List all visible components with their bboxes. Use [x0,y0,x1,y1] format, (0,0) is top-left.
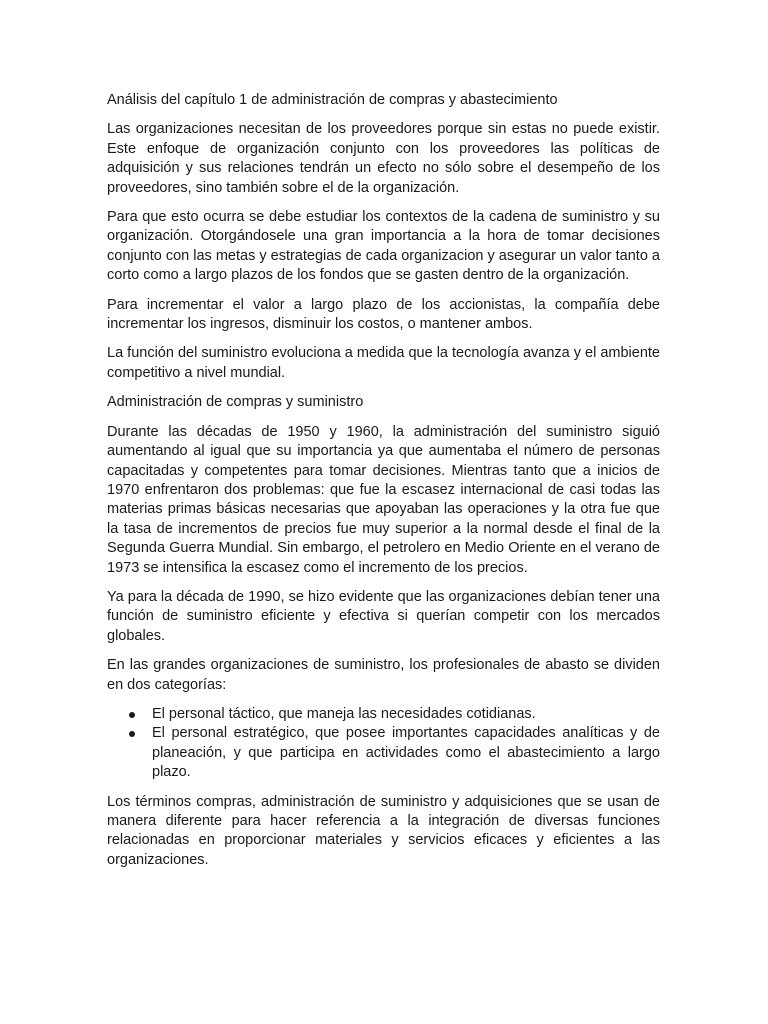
list-item [107,705,660,724]
paragraph: Para incrementar el valor a largo plazo de los accionistas, la compañía debe incrementar los ingresos, disminuir los costos, o mantener ambos. [107,296,660,333]
list-item-text: El personal estratégico, que posee importantes capacidades analíticas y de planeación, y que participa en actividades como el abastecimiento a largo plazo. [152,725,660,781]
bullet-icon [129,712,135,718]
paragraph: Para que esto ocurra se debe estudiar los contextos de la cadena de suministro y su organización. Otorgándosele una gran importancia a la hora de tomar decisiones conjunto con las metas y estrategias de cada organizacion y asegurar un valor tanto a corto como a largo plazos de los fondos que se gasten dentro de la organización. [107,209,660,284]
document-title: Análisis del capítulo 1 de administración de compras y abastecimiento [107,92,558,108]
bullet-icon [129,731,135,737]
paragraph: Las organizaciones necesitan de los proveedores porque sin estas no puede existir. Este enfoque de organización conjunto con los proveedores las políticas de adquisición y sus relaciones tendrán un efecto no sólo sobre el desempeño de los proveedores, sino también sobre el de la organización. [107,121,660,196]
paragraph: En las grandes organizaciones de suministro, los profesionales de abasto se dividen en dos categorías: [107,657,660,693]
list-item-text: El personal táctico, que maneja las necesidades cotidianas. [152,705,536,722]
section-heading: Administración de compras y suministro [107,394,364,411]
document-page [107,91,660,880]
paragraph: Ya para la década de 1990, se hizo evidente que las organizaciones debían tener una función de suministro eficiente y efectiva si querían competir con los mercados globales. [107,588,660,644]
paragraph: La función del suministro evoluciona a medida que la tecnología avanza y el ambiente competitivo a nivel mundial. [107,345,660,381]
closing-paragraph: Los términos compras, administración de suministro y adquisiciones que se usan de manera diferente para hacer referencia a la integración de diversas funciones relacionadas en proporcionar materiales y servicios eficaces y eficientes a las organizaciones. [107,793,660,868]
list-item [107,724,660,782]
paragraph: Durante las décadas de 1950 y 1960, la administración del suministro siguió aumentando al igual que su importancia ya que aumentaba el número de personas capacitadas y competentes para tomar decisiones. Mientras tanto que a inicios de 1970 enfrentaron dos problemas: que fue la escasez internacional de casi todas las materias primas básicas necesarias que apoyaban las operaciones y la otra fue que la tasa de incrementos de precios fue muy superior a la normal desde el final de la Segunda Guerra Mundial. Sin embargo, el petrolero en Medio Oriente en el verano de 1973 se intensifica la escasez como el incremento de los precios. [107,423,660,576]
bullet-list [107,705,660,783]
